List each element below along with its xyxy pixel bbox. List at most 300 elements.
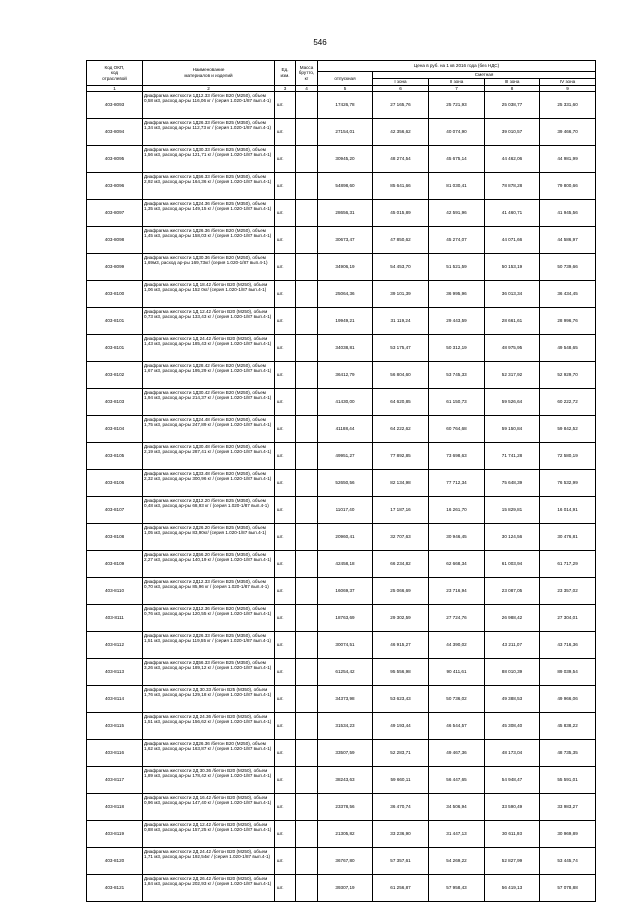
item-mass (296, 92, 318, 119)
zone-3-price: 44 462,06 (485, 146, 540, 173)
table-row (87, 92, 596, 119)
item-code: 403-8100 (87, 281, 143, 308)
item-unit: шт. (275, 551, 296, 578)
item-name: Диафрагма жесткости 2Д26.20 /бетон В25 (М350), объем 1,05 м3, расход ар-ры 83,90кг/ (серия 1.020-1/87 вып.4-1) (143, 524, 275, 551)
zone-3-price: 30 611,93 (485, 821, 540, 848)
item-unit: шт. (275, 578, 296, 605)
wholesale-price: 30673,47 (318, 227, 373, 254)
zone-1-price: 82 134,98 (373, 470, 429, 497)
item-name: Диафрагма жесткости 2Д 12.42 /бетон В20 (М250), объем 0,88 м3, расход ар-ры 157,25 кг / (серия 1.020-1/87 вып.4-1) (143, 821, 275, 848)
zone-4-price: 44 981,99 (540, 146, 596, 173)
zone-4-price: 52 929,70 (540, 362, 596, 389)
zone-4-price: 79 800,66 (540, 173, 596, 200)
zone-4-price: 30 476,81 (540, 524, 596, 551)
zone-3-price: 48 173,04 (485, 740, 540, 767)
item-name: Диафрагма жесткости 2Д26.33 /бетон В25 (М350), объем 1,51 м3, расход ар-ры 119,55 кг / (серия 1.020-1/87 вып.4-1) (143, 632, 275, 659)
item-name: Диафрагма жесткости 1Д 18.42 /бетон В20 (М250), объем 1,06 м3, расход ар-ры 152 0кг/ (серия 1.020-1/87 вып.4-1) (143, 281, 275, 308)
item-mass (296, 659, 318, 686)
item-unit: шт. (275, 794, 296, 821)
zone-3-price: 25 038,77 (485, 92, 540, 119)
zone-2-price: 29 443,59 (429, 308, 485, 335)
item-name: Диафрагма жесткости 2Д26.36 /бетон В20 (М250), объем 1,62 м3, расход ар-ры 163,87 кг / (серия 1.020-1/87 вып.4-1) (143, 740, 275, 767)
table-row (87, 632, 596, 659)
zone-4-price: 43 716,36 (540, 632, 596, 659)
item-unit: шт. (275, 362, 296, 389)
table-row (87, 254, 596, 281)
item-code: 403-8102 (87, 362, 143, 389)
item-mass (296, 578, 318, 605)
item-mass (296, 335, 318, 362)
zone-3-price: 61 003,94 (485, 551, 540, 578)
zone-4-price: 27 304,01 (540, 605, 596, 632)
item-unit: шт. (275, 740, 296, 767)
zone-3-price: 36 013,34 (485, 281, 540, 308)
item-name: Диафрагма жесткости 2Д 24.42 /бетон В20 (М250), объем 1,71 м3, расход ар-ры 192,54кг / (серия 1.020-1/87 вып.4-1) (143, 848, 275, 875)
item-mass (296, 146, 318, 173)
column-number: 9 (540, 85, 596, 92)
header-zone-1: I зона (373, 79, 429, 86)
table-row (87, 821, 596, 848)
item-unit: шт. (275, 821, 296, 848)
zone-3-price: 54 948,47 (485, 767, 540, 794)
table-row (87, 848, 596, 875)
item-code: 403-8110 (87, 578, 143, 605)
zone-2-price: 81 030,41 (429, 173, 485, 200)
zone-4-price: 60 222,72 (540, 389, 596, 416)
zone-2-price: 54 269,22 (429, 848, 485, 875)
item-unit: шт. (275, 848, 296, 875)
zone-1-price: 33 236,90 (373, 821, 429, 848)
item-mass (296, 875, 318, 902)
zone-4-price: 72 580,19 (540, 443, 596, 470)
zone-1-price: 57 357,61 (373, 848, 429, 875)
zone-3-price: 88 010,39 (485, 659, 540, 686)
item-code: 403-8113 (87, 659, 143, 686)
item-name: Диафрагма жесткости 1Д30.48 /бетон В20 (М250), объем 2,19 м3, расход ар-ры 287,41 кг / (серия 1.020-1/87 вып.4-1) (143, 443, 275, 470)
item-code: 403-8097 (87, 200, 143, 227)
table-row (87, 497, 596, 524)
zone-1-price: 29 302,59 (373, 605, 429, 632)
item-mass (296, 767, 318, 794)
zone-2-price: 27 724,76 (429, 605, 485, 632)
table-row (87, 227, 596, 254)
wholesale-price: 34373,98 (318, 686, 373, 713)
wholesale-price: 30074,51 (318, 632, 373, 659)
wholesale-price: 27154,01 (318, 119, 373, 146)
item-mass (296, 740, 318, 767)
zone-3-price: 48 975,95 (485, 335, 540, 362)
header-estimate: Сметная (373, 72, 596, 79)
zone-1-price: 17 187,16 (373, 497, 429, 524)
item-mass (296, 632, 318, 659)
item-unit: шт. (275, 632, 296, 659)
item-code: 403-8101 (87, 335, 143, 362)
wholesale-price: 23378,56 (318, 794, 373, 821)
item-unit: шт. (275, 92, 296, 119)
item-code: 403-8104 (87, 416, 143, 443)
column-number: 4 (296, 85, 318, 92)
zone-4-price: 25 331,60 (540, 92, 596, 119)
header-unit: Ед. изм. (275, 61, 296, 86)
item-unit: шт. (275, 281, 296, 308)
table-row (87, 551, 596, 578)
zone-1-price: 52 283,71 (373, 740, 429, 767)
wholesale-price: 52650,56 (318, 470, 373, 497)
zone-2-price: 30 946,45 (429, 524, 485, 551)
wholesale-price: 41430,00 (318, 389, 373, 416)
table-row (87, 389, 596, 416)
item-unit: шт. (275, 227, 296, 254)
zone-1-price: 77 892,85 (373, 443, 429, 470)
wholesale-price: 28656,31 (318, 200, 373, 227)
header-wholesale: отпускная (318, 72, 373, 86)
item-code: 403-8094 (87, 119, 143, 146)
item-mass (296, 524, 318, 551)
zone-3-price: 41 460,71 (485, 200, 540, 227)
item-code: 403-8107 (87, 497, 143, 524)
zone-3-price: 28 661,61 (485, 308, 540, 335)
table-row (87, 335, 596, 362)
zone-4-price: 61 717,29 (540, 551, 596, 578)
header-name: Наименование материалов и изделий (143, 61, 275, 86)
item-code: 403-8115 (87, 713, 143, 740)
zone-1-price: 66 234,82 (373, 551, 429, 578)
item-mass (296, 227, 318, 254)
zone-1-price: 42 356,62 (373, 119, 429, 146)
item-code: 403-8098 (87, 227, 143, 254)
column-number: 5 (318, 85, 373, 92)
item-unit: шт. (275, 200, 296, 227)
zone-4-price: 16 014,91 (540, 497, 596, 524)
wholesale-price: 30945,20 (318, 146, 373, 173)
wholesale-price: 11017,40 (318, 497, 373, 524)
wholesale-price: 61254,42 (318, 659, 373, 686)
table-row (87, 308, 596, 335)
zone-3-price: 52 317,92 (485, 362, 540, 389)
zone-4-price: 57 078,88 (540, 875, 596, 902)
item-code: 403-8109 (87, 551, 143, 578)
item-name: Диафрагма жесткости 1Д 24.42 /бетон В20 (М250), объем 1,43 м3, расход ар-ры 185,43 кг / (серия 1.020-1/87 вып.4-1) (143, 335, 275, 362)
zone-3-price: 26 988,42 (485, 605, 540, 632)
table-row (87, 281, 596, 308)
item-code: 403-8118 (87, 794, 143, 821)
item-mass (296, 821, 318, 848)
zone-4-price: 48 735,35 (540, 740, 596, 767)
item-mass (296, 389, 318, 416)
wholesale-price: 36412,79 (318, 362, 373, 389)
item-code: 403-8114 (87, 686, 143, 713)
item-name: Диафрагма жесткости 1Д30.36 /бетон В20 (М250), объем 1,69м3, расход ар-ры 169,73кг/ (серия 1.020-1/87 вып.4-1) (143, 254, 275, 281)
table-row (87, 470, 596, 497)
item-name: Диафрагма жесткости 1Д24.48 /бетон В20 (М250), объем 1,75 м3, расход ар-ры 247,89 кг / (серия 1.020-1/87 вып.4-1) (143, 416, 275, 443)
zone-4-price: 50 739,66 (540, 254, 596, 281)
zone-3-price: 78 878,28 (485, 173, 540, 200)
item-mass (296, 254, 318, 281)
zone-3-price: 45 308,40 (485, 713, 540, 740)
zone-3-price: 56 419,13 (485, 875, 540, 902)
zone-3-price: 43 211,07 (485, 632, 540, 659)
zone-1-price: 53 175,47 (373, 335, 429, 362)
zone-4-price: 23 357,02 (540, 578, 596, 605)
zone-1-price: 61 256,87 (373, 875, 429, 902)
column-number: 1 (87, 85, 143, 92)
item-unit: шт. (275, 524, 296, 551)
table-row (87, 794, 596, 821)
item-code: 403-8119 (87, 821, 143, 848)
zone-4-price: 41 945,56 (540, 200, 596, 227)
item-mass (296, 308, 318, 335)
zone-1-price: 59 660,11 (373, 767, 429, 794)
zone-2-price: 34 506,94 (429, 794, 485, 821)
wholesale-price: 39307,19 (318, 875, 373, 902)
table-row (87, 416, 596, 443)
header-zone-2: II зона (429, 79, 485, 86)
item-unit: шт. (275, 254, 296, 281)
item-name: Диафрагма жесткости 2Д 30.33 /бетон В25 (М350), объем 1,76 м3, расход ар-ры 129,18 кг / (серия 1.020-1/87 вып.4-1) (143, 686, 275, 713)
item-name: Диафрагма жесткости 2Д12.36 /бетон В20 (М250), объем 0,76 м3, расход ар-ры 120,55 кг / (серия 1.020-1/87 вып.4-1) (143, 605, 275, 632)
item-mass (296, 848, 318, 875)
wholesale-price: 18763,69 (318, 605, 373, 632)
zone-1-price: 64 620,85 (373, 389, 429, 416)
zone-3-price: 23 087,05 (485, 578, 540, 605)
item-mass (296, 443, 318, 470)
item-unit: шт. (275, 119, 296, 146)
table-row (87, 740, 596, 767)
table-row (87, 524, 596, 551)
item-mass (296, 470, 318, 497)
item-name: Диафрагма жесткости 1Д26.36 /бетон В20 (М250), объем 1,45 м3, расход ар-ры 158,03 кг / (серия 1.020-1/87 вып.4-1) (143, 227, 275, 254)
item-name: Диафрагма жесткости 2Д56.33 /бетон В25 (М350), объем 3,26 м3, расход ар-ры 189,12 кг / (серия 1.020-1/87 вып.4-1) (143, 659, 275, 686)
zone-1-price: 39 101,39 (373, 281, 429, 308)
zone-3-price: 75 648,39 (485, 470, 540, 497)
item-mass (296, 173, 318, 200)
item-mass (296, 362, 318, 389)
wholesale-price: 25064,36 (318, 281, 373, 308)
item-code: 403-8111 (87, 605, 143, 632)
zone-1-price: 25 066,69 (373, 578, 429, 605)
item-code: 403-8105 (87, 443, 143, 470)
table-row (87, 200, 596, 227)
zone-2-price: 50 312,19 (429, 335, 485, 362)
zone-4-price: 76 532,99 (540, 470, 596, 497)
item-mass (296, 281, 318, 308)
wholesale-price: 54898,60 (318, 173, 373, 200)
item-name: Диафрагма жесткости 1Д30.42 /бетон В20 (М250), объем 1,94 м3, расход ар-ры 214,37 кг / (серия 1.020-1/87 вып.4-1) (143, 389, 275, 416)
zone-2-price: 73 698,63 (429, 443, 485, 470)
zone-3-price: 50 153,19 (485, 254, 540, 281)
zone-1-price: 46 915,27 (373, 632, 429, 659)
header-zone-4: IV зона (540, 79, 596, 86)
item-name: Диафрагма жесткости 2Д 26.42 /бетон В20 (М250), объем 1,84 м3, расход ар-ры 202,93 кг / (серия 1.020-1/87 вып.4-1) (143, 875, 275, 902)
wholesale-price: 34038,81 (318, 335, 373, 362)
zone-2-price: 23 716,94 (429, 578, 485, 605)
wholesale-price: 21305,82 (318, 821, 373, 848)
table-row (87, 443, 596, 470)
zone-2-price: 44 390,02 (429, 632, 485, 659)
item-unit: шт. (275, 497, 296, 524)
zone-1-price: 95 556,98 (373, 659, 429, 686)
item-mass (296, 605, 318, 632)
item-unit: шт. (275, 146, 296, 173)
zone-1-price: 56 804,60 (373, 362, 429, 389)
zone-4-price: 44 586,97 (540, 227, 596, 254)
table-row (87, 605, 596, 632)
zone-1-price: 27 165,76 (373, 92, 429, 119)
item-code: 403-8103 (87, 389, 143, 416)
zone-2-price: 77 712,34 (429, 470, 485, 497)
wholesale-price: 34906,19 (318, 254, 373, 281)
table-row (87, 173, 596, 200)
table-row (87, 713, 596, 740)
item-name: Диафрагма жесткости 1Д12.33 /бетон В20 (М250), объем 0,58 м3, расход ар-ры 116,06 кг / (серия 1.020-1/87 вып.4-1) (143, 92, 275, 119)
item-code: 403-8096 (87, 173, 143, 200)
table-row (87, 146, 596, 173)
item-name: Диафрагма жесткости 2Д 30.36 /бетон В20 (М250), объем 1,89 м3, расход ар-ры 178,42 кг / (серия 1.020-1/87 вып.4-1) (143, 767, 275, 794)
wholesale-price: 16069,37 (318, 578, 373, 605)
zone-4-price: 53 445,74 (540, 848, 596, 875)
item-unit: шт. (275, 335, 296, 362)
wholesale-price: 49951,27 (318, 443, 373, 470)
item-code: 403-8106 (87, 470, 143, 497)
zone-1-price: 31 119,24 (373, 308, 429, 335)
wholesale-price: 38243,63 (318, 767, 373, 794)
item-name: Диафрагма жесткости 1Д33.48 /бетон В20 (М250), объем 2,32 м3, расход ар-ры 300,96 кг / (серия 1.020-1/87 вып.4-1) (143, 470, 275, 497)
item-unit: шт. (275, 686, 296, 713)
zone-2-price: 90 411,61 (429, 659, 485, 686)
zone-2-price: 53 745,33 (429, 362, 485, 389)
zone-4-price: 59 842,52 (540, 416, 596, 443)
zone-4-price: 49 548,65 (540, 335, 596, 362)
header-price-title: Цена в руб. на 1 кв 2016 года (без НДС) (318, 61, 596, 72)
zone-4-price: 89 039,54 (540, 659, 596, 686)
zone-2-price: 49 467,36 (429, 740, 485, 767)
zone-3-price: 52 827,99 (485, 848, 540, 875)
zone-4-price: 28 996,76 (540, 308, 596, 335)
zone-1-price: 47 850,62 (373, 227, 429, 254)
zone-4-price: 39 466,70 (540, 119, 596, 146)
item-code: 403-8120 (87, 848, 143, 875)
item-code: 403-8121 (87, 875, 143, 902)
item-unit: шт. (275, 659, 296, 686)
column-number: 3 (275, 85, 296, 92)
zone-2-price: 25 721,93 (429, 92, 485, 119)
item-code: 403-8101 (87, 308, 143, 335)
zone-4-price: 30 969,89 (540, 821, 596, 848)
zone-1-price: 53 623,43 (373, 686, 429, 713)
zone-2-price: 36 995,96 (429, 281, 485, 308)
zone-2-price: 50 736,02 (429, 686, 485, 713)
column-number: 8 (485, 85, 540, 92)
item-code: 403-8095 (87, 146, 143, 173)
item-unit: шт. (275, 173, 296, 200)
zone-4-price: 33 983,27 (540, 794, 596, 821)
item-name: Диафрагма жесткости 1Д56.33 /бетон В25 (М350), объем 2,92 м3, расход ар-ры 164,36 кг / (серия 1.020-1/87 вып.4-1) (143, 173, 275, 200)
item-unit: шт. (275, 416, 296, 443)
table-row (87, 659, 596, 686)
item-unit: шт. (275, 308, 296, 335)
item-name: Диафрагма жесткости 2Д 16.42 /бетон В20 (М250), объем 0,96 м3, расход ар-ры 147,40 кг / (серия 1.020-1/87 вып.4-1) (143, 794, 275, 821)
zone-3-price: 44 071,66 (485, 227, 540, 254)
zone-2-price: 31 447,13 (429, 821, 485, 848)
item-name: Диафрагма жесткости 1Д28.42 /бетон В20 (М250), объем 1,67 м3, расход ар-ры 195,29 кг / (серия 1.020-1/87 вып.4-1) (143, 362, 275, 389)
zone-2-price: 45 274,07 (429, 227, 485, 254)
zone-2-price: 51 521,59 (429, 254, 485, 281)
zone-4-price: 45 838,22 (540, 713, 596, 740)
column-number: 7 (429, 85, 485, 92)
item-mass (296, 200, 318, 227)
header-code: Код ОКП, код отраслевой (87, 61, 143, 86)
wholesale-price: 41188,44 (318, 416, 373, 443)
item-unit: шт. (275, 389, 296, 416)
zone-2-price: 61 150,73 (429, 389, 485, 416)
zone-1-price: 64 222,62 (373, 416, 429, 443)
zone-4-price: 49 966,06 (540, 686, 596, 713)
zone-4-price: 36 434,45 (540, 281, 596, 308)
zone-3-price: 15 829,81 (485, 497, 540, 524)
table-row (87, 362, 596, 389)
zone-3-price: 71 741,28 (485, 443, 540, 470)
item-unit: шт. (275, 443, 296, 470)
zone-2-price: 60 764,68 (429, 416, 485, 443)
zone-3-price: 59 526,64 (485, 389, 540, 416)
item-mass (296, 794, 318, 821)
item-mass (296, 416, 318, 443)
zone-3-price: 39 010,57 (485, 119, 540, 146)
item-unit: шт. (275, 713, 296, 740)
table-row (87, 875, 596, 902)
zone-2-price: 40 074,90 (429, 119, 485, 146)
table-row (87, 686, 596, 713)
item-unit: шт. (275, 605, 296, 632)
header-mass: Масса брутто, кг (296, 61, 318, 86)
item-name: Диафрагма жесткости 1Д30.33 /бетон В25 (М350), объем 1,56 м3, расход ар-ры 121,71 кг / (серия 1.020-1/87 вып.4-1) (143, 146, 275, 173)
page-number: 546 (313, 38, 327, 47)
table-row (87, 578, 596, 605)
zone-1-price: 48 274,54 (373, 146, 429, 173)
zone-1-price: 49 193,44 (373, 713, 429, 740)
item-name: Диафрагма жесткости 2Д56.20 /бетон В25 (М350), объем 2,27 м3, расход ар-ры 140,19 кг / (серия 1.020-1/87 вып.4-1) (143, 551, 275, 578)
item-code: 403-8117 (87, 767, 143, 794)
zone-3-price: 59 150,84 (485, 416, 540, 443)
wholesale-price: 42458,18 (318, 551, 373, 578)
item-mass (296, 119, 318, 146)
item-code: 403-8116 (87, 740, 143, 767)
table-row (87, 119, 596, 146)
table-body (87, 92, 596, 902)
zone-4-price: 55 591,01 (540, 767, 596, 794)
zone-2-price: 56 447,65 (429, 767, 485, 794)
item-name: Диафрагма жесткости 1Д 12.42 /бетон В20 (М250), объем 0,73 м3, расход ар-ры 133,43 кг / (серия 1.020-1/87 вып.4-1) (143, 308, 275, 335)
item-mass (296, 713, 318, 740)
price-table (86, 60, 596, 902)
zone-1-price: 85 641,66 (373, 173, 429, 200)
header-zone-3: III зона (485, 79, 540, 86)
item-code: 403-8093 (87, 92, 143, 119)
item-code: 403-8108 (87, 524, 143, 551)
column-number: 6 (373, 85, 429, 92)
zone-2-price: 46 544,57 (429, 713, 485, 740)
zone-1-price: 36 470,74 (373, 794, 429, 821)
wholesale-price: 17426,78 (318, 92, 373, 119)
item-unit: шт. (275, 767, 296, 794)
item-code: 403-8112 (87, 632, 143, 659)
zone-1-price: 32 707,63 (373, 524, 429, 551)
item-mass (296, 551, 318, 578)
item-name: Диафрагма жесткости 2Д 24.36 /бетон В20 (М250), объем 1,51 м3, расход ар-ры 156,62 кг / (серия 1.020-1/87 вып.4-1) (143, 713, 275, 740)
wholesale-price: 33507,59 (318, 740, 373, 767)
item-unit: шт. (275, 875, 296, 902)
zone-2-price: 62 668,34 (429, 551, 485, 578)
